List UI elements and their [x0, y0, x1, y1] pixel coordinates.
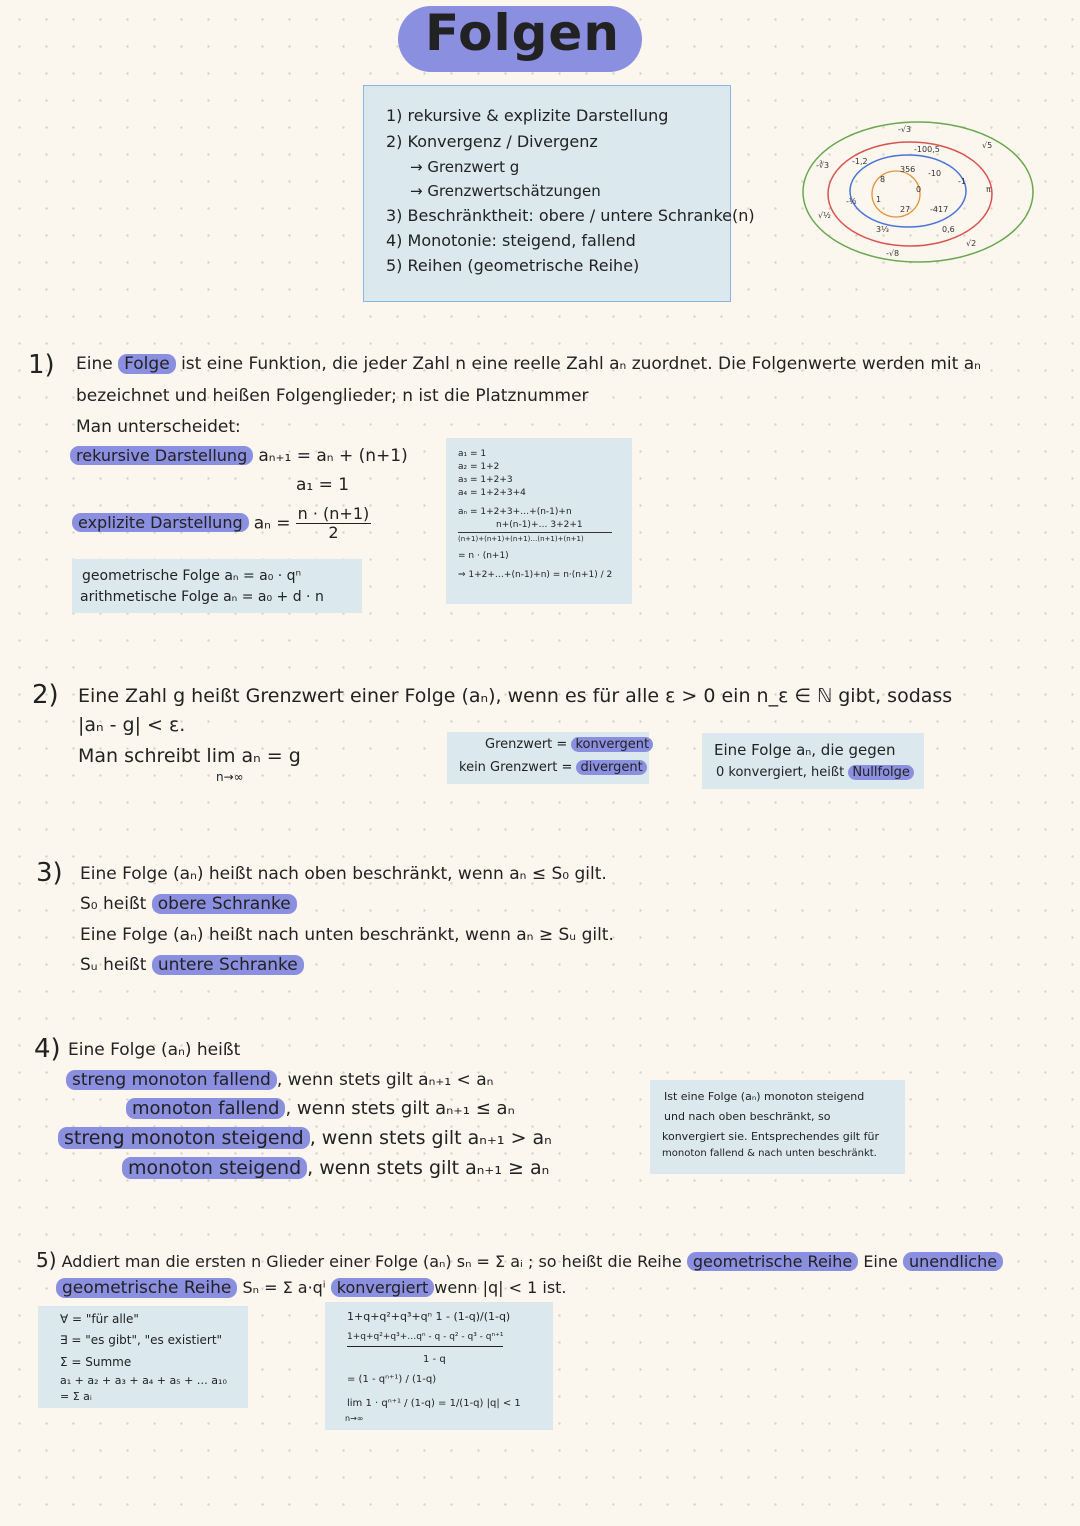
monotonie-condition: , wenn stets gilt aₙ₊₁ > aₙ — [309, 1127, 552, 1149]
unendliche-term: unendliche — [903, 1252, 1003, 1271]
konvergent-row — [485, 737, 653, 752]
section-3-number: 3) — [36, 858, 63, 888]
set-label: 8 — [880, 175, 886, 184]
set-label: -1,2 — [852, 157, 868, 166]
explizit-lhs: aₙ = — [253, 513, 291, 534]
derivation-line: a₁ = 1 — [458, 449, 487, 459]
reihe-derivation-box — [325, 1302, 553, 1430]
su-label: Sᵤ heißt — [80, 955, 147, 975]
section-3-line4 — [80, 955, 304, 975]
derivation-box — [446, 438, 632, 604]
monotonie-term: monoton fallend — [126, 1098, 285, 1119]
toc-item: 2) Konvergenz / Divergenz — [386, 132, 598, 151]
nullfolge-term: Nullfolge — [848, 765, 914, 780]
s5-sum-formula: Sₙ = Σ a·qⁱ — [242, 1278, 326, 1297]
legend-line: ∀ = "für alle" — [60, 1312, 139, 1326]
lim-subscript: n→∞ — [216, 770, 244, 784]
set-label: √5 — [982, 141, 993, 150]
reihe-derivation-line: = (1 - qⁿ⁺¹) / (1-q) — [347, 1374, 437, 1385]
kein-grenzwert-label: kein Grenzwert = — [459, 760, 573, 775]
s1-intro-a: Eine — [76, 354, 113, 374]
section-3-line3: Eine Folge (aₙ) heißt nach unten beschränkt, wenn aₙ ≥ Sᵤ gilt. — [80, 925, 614, 945]
set-label: 356 — [900, 165, 916, 174]
set-label: 3⅓ — [876, 225, 889, 234]
monotonie-term: monoton steigend — [122, 1157, 307, 1179]
set-label: -417 — [930, 205, 949, 214]
page-title: Folgen — [425, 4, 620, 62]
untere-schranke-term: untere Schranke — [152, 955, 304, 975]
monotonie-box-line: konvergiert sie. Entsprechendes gilt für — [662, 1130, 879, 1143]
set-label: -√8 — [886, 249, 900, 258]
monotonie-row — [58, 1127, 552, 1149]
reihe-derivation-line: lim 1 · qⁿ⁺¹ / (1-q) = 1/(1-q) |q| < 1 — [347, 1398, 521, 1409]
geometrische-reihe-term: geometrische Reihe — [56, 1278, 237, 1298]
explizit-row — [72, 505, 371, 543]
symbol-legend-box — [38, 1306, 248, 1408]
monotonie-row — [66, 1070, 493, 1090]
rekursiv-start: a₁ = 1 — [296, 475, 350, 495]
nullfolge-box — [702, 733, 924, 789]
section-2-line3: Man schreibt lim aₙ = g — [78, 745, 301, 767]
section-5-line1 — [36, 1248, 1003, 1272]
monotonie-box-line: monoton fallend & nach unten beschränkt. — [662, 1148, 877, 1159]
toc-item: 5) Reihen (geometrische Reihe) — [386, 256, 640, 275]
section-2-line2: |aₙ - g| < ε. — [78, 714, 186, 736]
set-label: -1 — [958, 177, 966, 186]
monotonie-condition: , wenn stets gilt aₙ₊₁ ≤ aₙ — [285, 1098, 515, 1119]
set-label: 0 — [916, 185, 922, 194]
derivation-line: a₂ = 1+2 — [458, 462, 500, 472]
section-1-number: 1) — [28, 350, 55, 380]
explizit-fraction — [296, 505, 372, 543]
section-1-line3: Man unterscheidet: — [76, 417, 241, 437]
derivation-line: a₃ = 1+2+3 — [458, 475, 513, 485]
divergent-row — [459, 760, 647, 775]
toc-box — [363, 85, 755, 302]
toc-item: 4) Monotonie: steigend, fallend — [386, 231, 636, 250]
monotonie-box — [650, 1080, 905, 1174]
legend-line: a₁ + a₂ + a₃ + a₄ + a₅ + … a₁₀ — [60, 1374, 227, 1387]
konvergiert-term: konvergiert — [331, 1278, 435, 1297]
section-1-line1 — [76, 354, 981, 374]
konvergenz-box — [447, 732, 649, 784]
explizit-label: explizite Darstellung — [72, 513, 249, 532]
section-1-line2: bezeichnet und heißen Folgenglieder; n ist die Platznummer — [76, 386, 589, 406]
set-label: -∛3 — [816, 161, 830, 170]
section-2-line1: Eine Zahl g heißt Grenzwert einer Folge (aₙ), wenn es für alle ε > 0 ein n_ε ∈ ℕ gibt, sodass — [78, 685, 953, 707]
monotonie-term: streng monoton fallend — [66, 1070, 277, 1090]
set-label: 27 — [900, 205, 911, 214]
set-label: 0,6 — [942, 225, 955, 234]
monotonie-term: streng monoton steigend — [58, 1127, 310, 1149]
set-label: 1 — [876, 195, 882, 204]
derivation-line: aₙ = 1+2+3+…+(n-1)+n — [458, 507, 572, 517]
section-5-number: 5) — [36, 1248, 57, 1272]
arithmetic-sequence: arithmetische Folge aₙ = a₀ + d · n — [80, 589, 324, 605]
konvergent-term: konvergent — [571, 737, 653, 752]
set-label: -√3 — [898, 125, 912, 134]
s1-intro-b: ist eine Funktion, die jeder Zahl n eine reelle Zahl aₙ zuordnet. Die Folgenwerte werden mit aₙ — [181, 354, 981, 374]
set-label: √½ — [818, 211, 831, 220]
rekursiv-label: rekursive Darstellung — [70, 446, 253, 465]
toc-item: → Grenzwert g — [410, 158, 520, 176]
toc-item: 1) rekursive & explizite Darstellung — [386, 106, 669, 125]
divergent-term: divergent — [576, 760, 646, 775]
section-3-line1: Eine Folge (aₙ) heißt nach oben beschränkt, wenn aₙ ≤ S₀ gilt. — [80, 864, 607, 884]
section-4-number: 4) — [34, 1034, 61, 1064]
toc-item: → Grenzwertschätzungen — [410, 182, 601, 200]
reihe-derivation-line: 1+q+q²+q³+…qⁿ - q - q² - q³ - qⁿ⁺¹ — [347, 1332, 503, 1347]
explizit-denominator: 2 — [328, 523, 339, 543]
derivation-line: n+(n-1)+… 3+2+1 — [458, 519, 612, 533]
monotonie-row — [122, 1157, 549, 1179]
monotonie-row — [126, 1098, 515, 1119]
reihe-derivation-line: 1 - q — [423, 1354, 446, 1365]
derivation-line: = n · (n+1) — [458, 551, 509, 561]
section-3-line2 — [80, 894, 297, 914]
reihe-derivation-line: n→∞ — [345, 1414, 364, 1423]
rekursiv-row — [70, 446, 408, 466]
reihe-derivation-line: 1+q+q²+q³+qⁿ 1 - (1-q)/(1-q) — [347, 1310, 511, 1323]
grenzwert-label: Grenzwert = — [485, 737, 568, 752]
legend-line: ∃ = "es gibt", "es existiert" — [60, 1333, 223, 1347]
s0-label: S₀ heißt — [80, 894, 147, 914]
legend-line: = Σ aᵢ — [60, 1390, 92, 1403]
nullfolge-row — [716, 765, 914, 780]
section-2-number: 2) — [32, 680, 59, 710]
toc-item: 3) Beschränktheit: obere / untere Schranke(n) — [386, 206, 755, 225]
term-folge: Folge — [118, 354, 176, 374]
s5-line1-text: Addiert man die ersten n Glieder einer Folge (aₙ) sₙ = Σ aᵢ ; so heißt die Reihe — [61, 1252, 682, 1271]
set-label: -½ — [846, 197, 857, 206]
folgen-types-box — [72, 559, 362, 613]
derivation-line: ⇒ 1+2+…+(n-1)+n) = n·(n+1) / 2 — [458, 570, 613, 580]
set-label: π — [986, 185, 991, 194]
geometric-sequence: geometrische Folge aₙ = a₀ · qⁿ — [82, 568, 302, 584]
section-4-intro: Eine Folge (aₙ) heißt — [68, 1040, 241, 1060]
derivation-line: a₄ = 1+2+3+4 — [458, 488, 526, 498]
number-sets-diagram — [800, 118, 1040, 268]
set-label: -100,5 — [914, 145, 940, 154]
set-label: -10 — [928, 169, 942, 178]
section-5-line2 — [56, 1278, 567, 1298]
geometrische-reihe-term: geometrische Reihe — [687, 1252, 858, 1271]
legend-line: Σ = Summe — [60, 1355, 132, 1369]
derivation-line: (n+1)+(n+1)+(n+1)…(n+1)+(n+1) — [458, 535, 584, 543]
explizit-numerator: n · (n+1) — [297, 504, 370, 523]
obere-schranke-term: obere Schranke — [152, 894, 297, 914]
monotonie-condition: , wenn stets gilt aₙ₊₁ < aₙ — [276, 1070, 494, 1090]
monotonie-box-line: Ist eine Folge (aₙ) monoton steigend — [664, 1090, 865, 1103]
nullfolge-line1: Eine Folge aₙ, die gegen — [714, 741, 896, 759]
nullfolge-line2: 0 konvergiert, heißt — [716, 765, 845, 780]
s5-condition: wenn |q| < 1 ist. — [434, 1278, 567, 1297]
rekursiv-formula: aₙ₊₁ = aₙ + (n+1) — [258, 446, 408, 466]
s5-line1-eine: Eine — [863, 1252, 898, 1271]
monotonie-condition: , wenn stets gilt aₙ₊₁ ≥ aₙ — [307, 1157, 550, 1179]
monotonie-box-line: und nach oben beschränkt, so — [664, 1110, 831, 1123]
set-label: √2 — [966, 239, 977, 248]
